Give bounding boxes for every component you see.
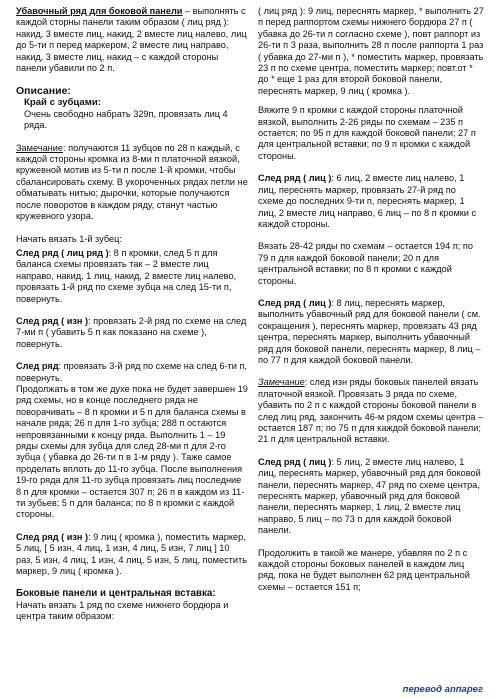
- row4-paragraph: [16, 532, 248, 578]
- edge-paragraph: Очень свободно набрать 329п, провязать лиц 4 ряда.: [24, 108, 228, 131]
- row4-text: : 9 лиц ( кромка ), поместить маркер, 5 лиц, [ 5 изн, 4 лиц, 1 изн, 4 лиц, 5 изн, 7 лиц ] 10 раз, 5 изн, 4 лиц, 1 изн, 4 лиц, 5 изн, 5 лиц, поместить маркер, 9 лиц ( кромка ).: [16, 531, 247, 577]
- row2-paragraph: [16, 316, 248, 350]
- start-paragraph: Начать вязать 1-й зубец:: [16, 233, 122, 244]
- row2-label: След ряд ( изн ): [16, 315, 89, 326]
- row6-paragraph: [258, 298, 484, 366]
- row6-text: : 8 лиц, переснять маркер, выполнить убавочный ряд для боковой панели ( см. сокращения ), переснять маркер, провязать 43 ряд центра, переснять маркер, выполнить убавочный ряд для боковой панели, переснять маркер, 8 лиц – по 77 п для каждой боковой панели.: [258, 297, 481, 365]
- description-heading: Описание:: [16, 85, 71, 98]
- panels-heading: Боковые панели и центральная вставка:: [16, 588, 216, 600]
- note-label: Замечание: [16, 142, 63, 153]
- row4-label: След ряд ( изн ): [16, 531, 89, 542]
- row5-text: : 6 лиц, 2 вместе лиц налево, 1 лиц, переснять маркер, провязать 27-й ряд по схеме до последних 9-ти п, переснять маркер, 1 лиц, 2 вместе лиц направо, 6 лиц – по 8 п кромки с каждой стороны.: [258, 173, 477, 229]
- row2-text: : провязать 2-й ряд по схеме на след 7-ми п ( убавить 5 п как показано на схеме ), повернуть.: [16, 315, 247, 349]
- note-paragraph: [16, 143, 248, 223]
- panel-row1-paragraph: ( лиц ряд ): 9 лиц, переснять маркер, * выполнить 27 п перед раппортом схемы нижнего бордюра 27 п ( убавка до 26-ти п согласно схеме ), повт раппорт из 26-ти п 3 раза, выполнить 28 п после раппорта 1 раз ( убавка до 27-ми п ), * поместить маркер, провязать 23 п по схеме центра, поместить маркер; повт.от * до * еще 1 раз для второй боковой панели, переснять маркер, 9 лиц ( кромка ).: [258, 6, 484, 96]
- panel-rows-paragraph: Вяжите 9 п кромки с каждой стороны платочной вязкой, выполнить 2-26 ряды по схемам – 235 п остается; по 95 п для каждой боковой панели; 27 п для центральной вставки; по 9 п кромки с каждой стороны.: [258, 105, 476, 161]
- note-text: : получаются 11 зубцов по 28 п каждый, с каждой стороны кромка из 8-ми п платочной вязкой, кружевной мотив из 5-ти п после 1-й кромки, чтобы сбалансировать схему. В укороченных рядах петли не обматывать нитью; дырочки, которые получаются после поворотов в каждом ряду, станут частью кружевного узора.: [16, 142, 248, 222]
- translator-credit: перевод anпapeг: [402, 684, 483, 695]
- row1-paragraph: [16, 248, 248, 305]
- row7-text: : 5 лиц, 2 вместе лиц налево, 1 лиц, переснять маркер, убавочный ряд для боковой панели, переснять маркер, 47 ряд по схеме центра, переснять маркер, убавочный ряд для боковой панели, переснять маркер, 1 лиц, 2 вместе лиц направо, 5 лиц – по 73 п для каждой боковой панели.: [258, 456, 481, 536]
- panels-paragraph: Начать вязать 1 ряд по схеме нижнего бордюра и центра таким образом:: [16, 599, 229, 622]
- row3-label: След ряд: [16, 361, 59, 372]
- row3-continuation: Продолжать в том же духе пока не будет завершен 19 ряд схемы, но в конце последнего ряда не поворачивать – 8 п кромки и 5 п для баланса схемы в начале ряда; 26 п для 1-го зубца; 288 п остаются непровязанными к концу ряда. Выполнить 1 – 19 ряды схемы для зубца для след 28-ми п для 2-го зубца ( убавка до 26-ти п в 1-м ряду ). Таже самое проделать вплоть до 11-го зубца. После выполнения 19-го ряда для 11-го зубца провязать лиц последние 8 п для кромки – остается 307 п; 26 п в каждом из 11-ти зубьев; 5 п для баланса; по 8 п кромки с каждой стороны.: [16, 383, 248, 520]
- continue-paragraph: Продолжить в такой же манере, убавляя по 2 п с каждой стороны боковых панелей в каждом лиц ряд, пока не будет выполнен 62 ряд центральной схемы – остается 151 п;: [258, 547, 470, 592]
- intro-paragraph: [16, 6, 248, 74]
- row7-paragraph: [258, 457, 484, 537]
- row3-text: : провязать 3-й ряд по схеме на след 6-ти п, повернуть.: [16, 361, 247, 383]
- row1-label: След ряд ( лиц ряд ): [16, 247, 109, 258]
- edge-heading: Край с зубцами:: [24, 97, 101, 109]
- row5-label: След ряд ( лиц ): [258, 173, 332, 184]
- note2-text: : след изн ряды боковых панелей вязать платочной вязкой. Провязать 3 ряда по схеме, убавить по 2 п с каждой стороны боковой панели в след лиц ряд, закончить 46-м рядом схемы центра – остается 187 п; по 75 п для каждой боковой панели; 21 п для центральной вставки.: [258, 377, 484, 445]
- note2-paragraph: [258, 377, 484, 445]
- row3-paragraph: [16, 361, 248, 384]
- rows-28-42-paragraph: Вязать 28-42 ряды по схемам – остается 194 п; по 79 п для каждой боковой панели; 20 п для центральной вставки; по 8 п кромки с каждой стороны.: [258, 241, 473, 286]
- row1-text: : 8 п кромки, след 5 п для баланса схемы провязать так – 2 вместе лиц направо, накид, 1 лиц, накид, 2 вместе лиц налево, провязать 1-й ряд по схеме зубца на след 15-ти п, повернуть.: [16, 247, 237, 304]
- left-column: [16, 6, 248, 634]
- row6-label: След ряд ( лиц ): [258, 297, 332, 308]
- intro-title: Убавочный ряд для боковой панели: [16, 6, 183, 16]
- note2-label: Замечание: [258, 377, 305, 388]
- right-column: [258, 6, 484, 604]
- row5-paragraph: [258, 173, 484, 230]
- intro-text: – выполнять с каждой сторны панели таким образом ( лиц ряд ): накид, 3 вместе лиц, накид, 2 вместе лиц налево, лиц до 5-ти п перед маркером, 2 вместе лиц направо, накид, 3 вместе лиц, накид – с каждой стороны панели убавили по 2 п.: [16, 6, 247, 74]
- row7-label: След ряд ( лиц ): [258, 456, 332, 467]
